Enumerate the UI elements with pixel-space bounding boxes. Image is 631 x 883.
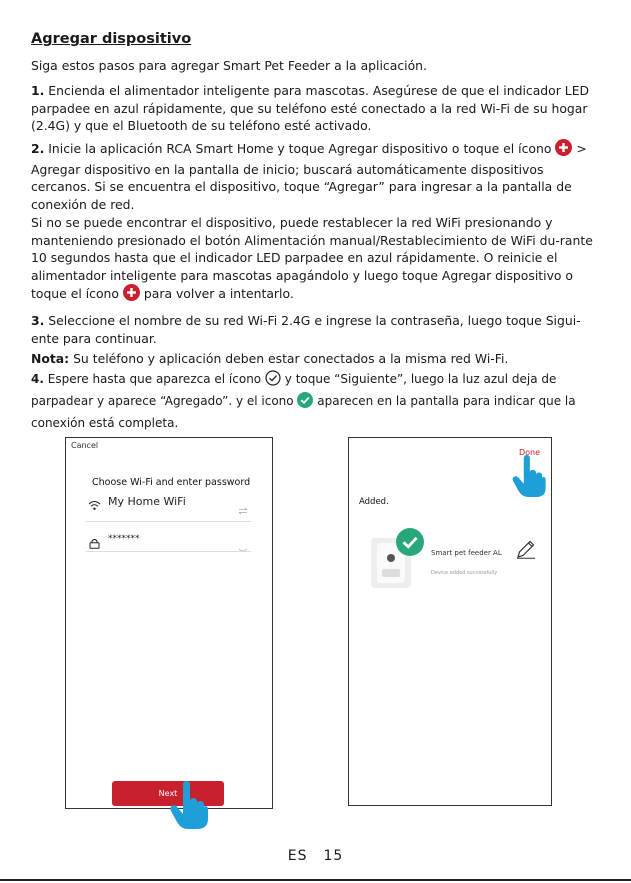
reset-paragraph: Si no se puede encontrar el dispositivo, puede restablecer la red WiFi presionando y manteniendo presionado el botón Alimentación manual/Restablecimiento de WiFi du-rante 10 segundos hasta que el indicador LED parpadee en azul rápidamente. O reinicie el alimentador inteligente para mascotas apagándolo y luego toque Agregar dispositivo o toque el ícono para volver a intentarlo. bbox=[31, 214, 603, 306]
hand-pointer-icon bbox=[510, 455, 548, 501]
language-label: ES bbox=[287, 848, 308, 864]
step-1: 1. Encienda el alimentador inteligente para mascotas. Asegúrese de que el indicador LED parpadee en azul rápidamente, que su teléfono esté conectado a la red Wi-Fi de su hogar (2.4G) y que el Bluetooth de su teléfono esté activado. bbox=[31, 83, 590, 134]
hand-pointer-icon bbox=[170, 781, 208, 833]
device-name: Smart pet feeder AL bbox=[431, 549, 502, 557]
divider bbox=[86, 521, 251, 522]
note: Nota: Su teléfono y aplicación deben estar conectados a la misma red Wi-Fi. bbox=[31, 351, 509, 366]
bottom-rule bbox=[0, 879, 631, 881]
check-outline-icon bbox=[265, 370, 281, 392]
add-plus-icon bbox=[555, 139, 572, 161]
wifi-icon bbox=[88, 496, 101, 515]
cancel-link[interactable]: Cancel bbox=[71, 441, 99, 450]
page-footer bbox=[0, 848, 631, 864]
password-field[interactable]: ******* bbox=[108, 534, 140, 544]
step-4: 4. Espere hasta que aparezca el ícono y toque “Siguiente”, luego la luz azul deja de parpadear y aparece “Agregado”. y el icono aparecen en la pantalla para indicar que la conexión está completa. bbox=[31, 372, 576, 430]
edit-pencil-icon[interactable] bbox=[516, 539, 536, 563]
step-3: 3. Seleccione el nombre de su red Wi-Fi 2.4G e ingrese la contraseña, luego toque Sigui-ente para continuar. bbox=[31, 313, 581, 346]
divider bbox=[86, 551, 251, 552]
wifi-heading: Choose Wi-Fi and enter password bbox=[92, 477, 251, 488]
page-number: 15 bbox=[323, 848, 344, 864]
device-status: Device added successfully bbox=[431, 570, 498, 576]
next-button[interactable]: Next bbox=[112, 781, 224, 806]
phone-wifi-screen bbox=[65, 437, 273, 809]
added-label: Added. bbox=[359, 497, 389, 507]
switch-network-icon[interactable] bbox=[238, 500, 248, 519]
step-2: 2. Inicie la aplicación RCA Smart Home y toque Agregar dispositivo o toque el ícono > Agregar dispositivo en la pantalla de inicio; buscará automáticamente dispositivos cercanos. Si se encuentra el dispositivo, toque “Agregar” para ingresar a la pantalla de conexión de red. bbox=[31, 141, 587, 212]
check-filled-icon bbox=[297, 392, 313, 414]
done-button[interactable]: Done bbox=[519, 448, 541, 457]
add-plus-icon bbox=[123, 284, 140, 306]
section-title: Agregar dispositivo bbox=[31, 31, 192, 47]
intro-text: Siga estos pasos para agregar Smart Pet Feeder a la aplicación. bbox=[31, 58, 427, 73]
check-filled-icon bbox=[396, 528, 424, 560]
wifi-field[interactable]: My Home WiFi bbox=[108, 495, 186, 508]
show-password-icon[interactable] bbox=[238, 538, 248, 557]
